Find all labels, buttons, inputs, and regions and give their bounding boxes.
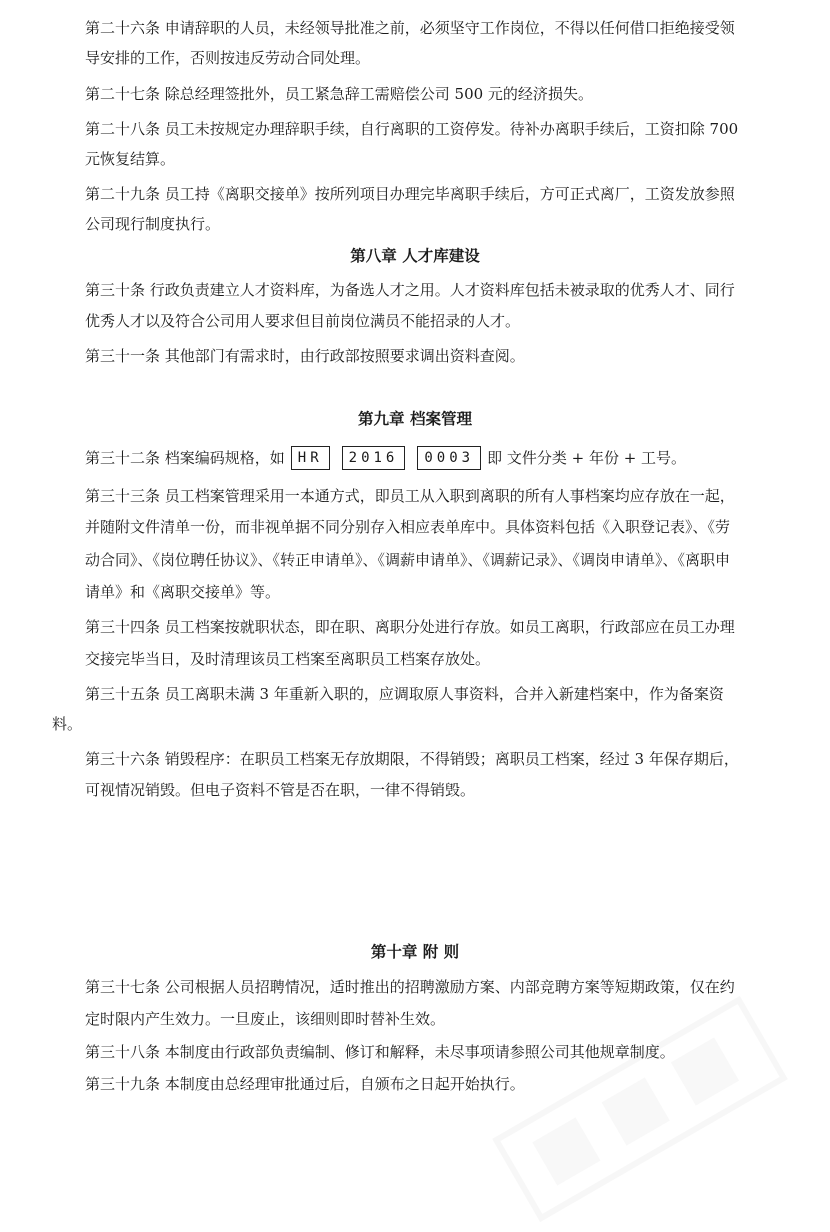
chapter-10-heading: 第十章 附 则 <box>370 943 460 961</box>
article-38: 第三十八条 本制度由行政部负责编制、修订和解释，未尽事项请参照公司其他规章制度。 <box>85 1043 675 1061</box>
article-37-line-1: 第三十七条 公司根据人员招聘情况，适时推出的招聘激励方案、内部竞聘方案等短期政策，仅在约 <box>85 978 735 996</box>
article-30-line-1: 第三十条 行政负责建立人才资料库，为备选人才之用。人才资料库包括未被录取的优秀人才、同行 <box>85 281 735 299</box>
article-27: 第二十七条 除总经理签批外，员工紧急辞工需赔偿公司 500 元的经济损失。 <box>85 85 593 103</box>
article-36-line-1: 第三十六条 销毁程序：在职员工档案无存放期限，不得销毁；离职员工档案，经过 3 年保存期后， <box>85 750 739 768</box>
article-30-line-2: 优秀人才以及符合公司用人要求但目前岗位满员不能招录的人才。 <box>85 312 521 330</box>
article-34-line-1: 第三十四条 员工档案按就职状态，即在职、离职分处进行存放。如员工离职，行政部应在员工办理 <box>85 618 735 636</box>
article-33-line-4: 请单》和《离职交接单》等。 <box>85 583 281 601</box>
code-box-number: 0003 <box>417 446 481 470</box>
article-34-line-2: 交接完毕当日，及时清理该员工档案至离职员工档案存放处。 <box>85 650 491 668</box>
code-box-category: HR <box>291 446 330 470</box>
article-35-line-1: 第三十五条 员工离职未满 3 年重新入职的，应调取原人事资料，合并入新建档案中，作为备案资 <box>85 685 724 703</box>
article-32 <box>85 446 805 470</box>
article-26-line-1: 第二十六条 申请辞职的人员，未经领导批准之前，必须坚守工作岗位，不得以任何借口拒绝接受领 <box>85 19 735 37</box>
chapter-8-heading: 第八章 人才库建设 <box>350 247 480 265</box>
article-32-prefix: 第三十二条 档案编码规格，如 <box>85 449 285 467</box>
article-31: 第三十一条 其他部门有需求时，由行政部按照要求调出资料查阅。 <box>85 347 525 365</box>
article-26-line-2: 导安排的工作，否则按违反劳动合同处理。 <box>85 49 371 67</box>
article-28-line-2: 元恢复结算。 <box>85 150 176 168</box>
article-29-line-2: 公司现行制度执行。 <box>85 215 221 233</box>
article-29-line-1: 第二十九条 员工持《离职交接单》按所列项目办理完毕离职手续后，方可正式离厂，工资发放参照 <box>85 185 735 203</box>
article-33-line-1: 第三十三条 员工档案管理采用一本通方式，即员工从入职到离职的所有人事档案均应存放在一起， <box>85 487 735 505</box>
chapter-9-heading: 第九章 档案管理 <box>358 410 472 428</box>
article-28-line-1: 第二十八条 员工未按规定办理辞职手续，自行离职的工资停发。待补办离职手续后，工资扣除 700 <box>85 120 739 138</box>
article-37-line-2: 定时限内产生效力。一旦废止，该细则即时替补生效。 <box>85 1010 446 1028</box>
article-39: 第三十九条 本制度由总经理审批通过后，自颁布之日起开始执行。 <box>85 1075 525 1093</box>
article-36-line-2: 可视情况销毁。但电子资料不管是否在职，一律不得销毁。 <box>85 781 476 799</box>
article-33-line-2: 并随附文件清单一份，而非视单据不同分别存入相应表单库中。具体资料包括《入职登记表》、《劳 <box>85 518 731 536</box>
article-33-line-3: 动合同》、《岗位聘任协议》、《转正申请单》、《调薪申请单》、《调薪记录》、《调岗申请单》、《离职申 <box>85 551 731 569</box>
article-35-line-2: 料。 <box>52 715 83 733</box>
article-32-suffix: 即 文件分类 + 年份 + 工号。 <box>487 449 687 467</box>
code-box-year: 2016 <box>342 446 406 470</box>
